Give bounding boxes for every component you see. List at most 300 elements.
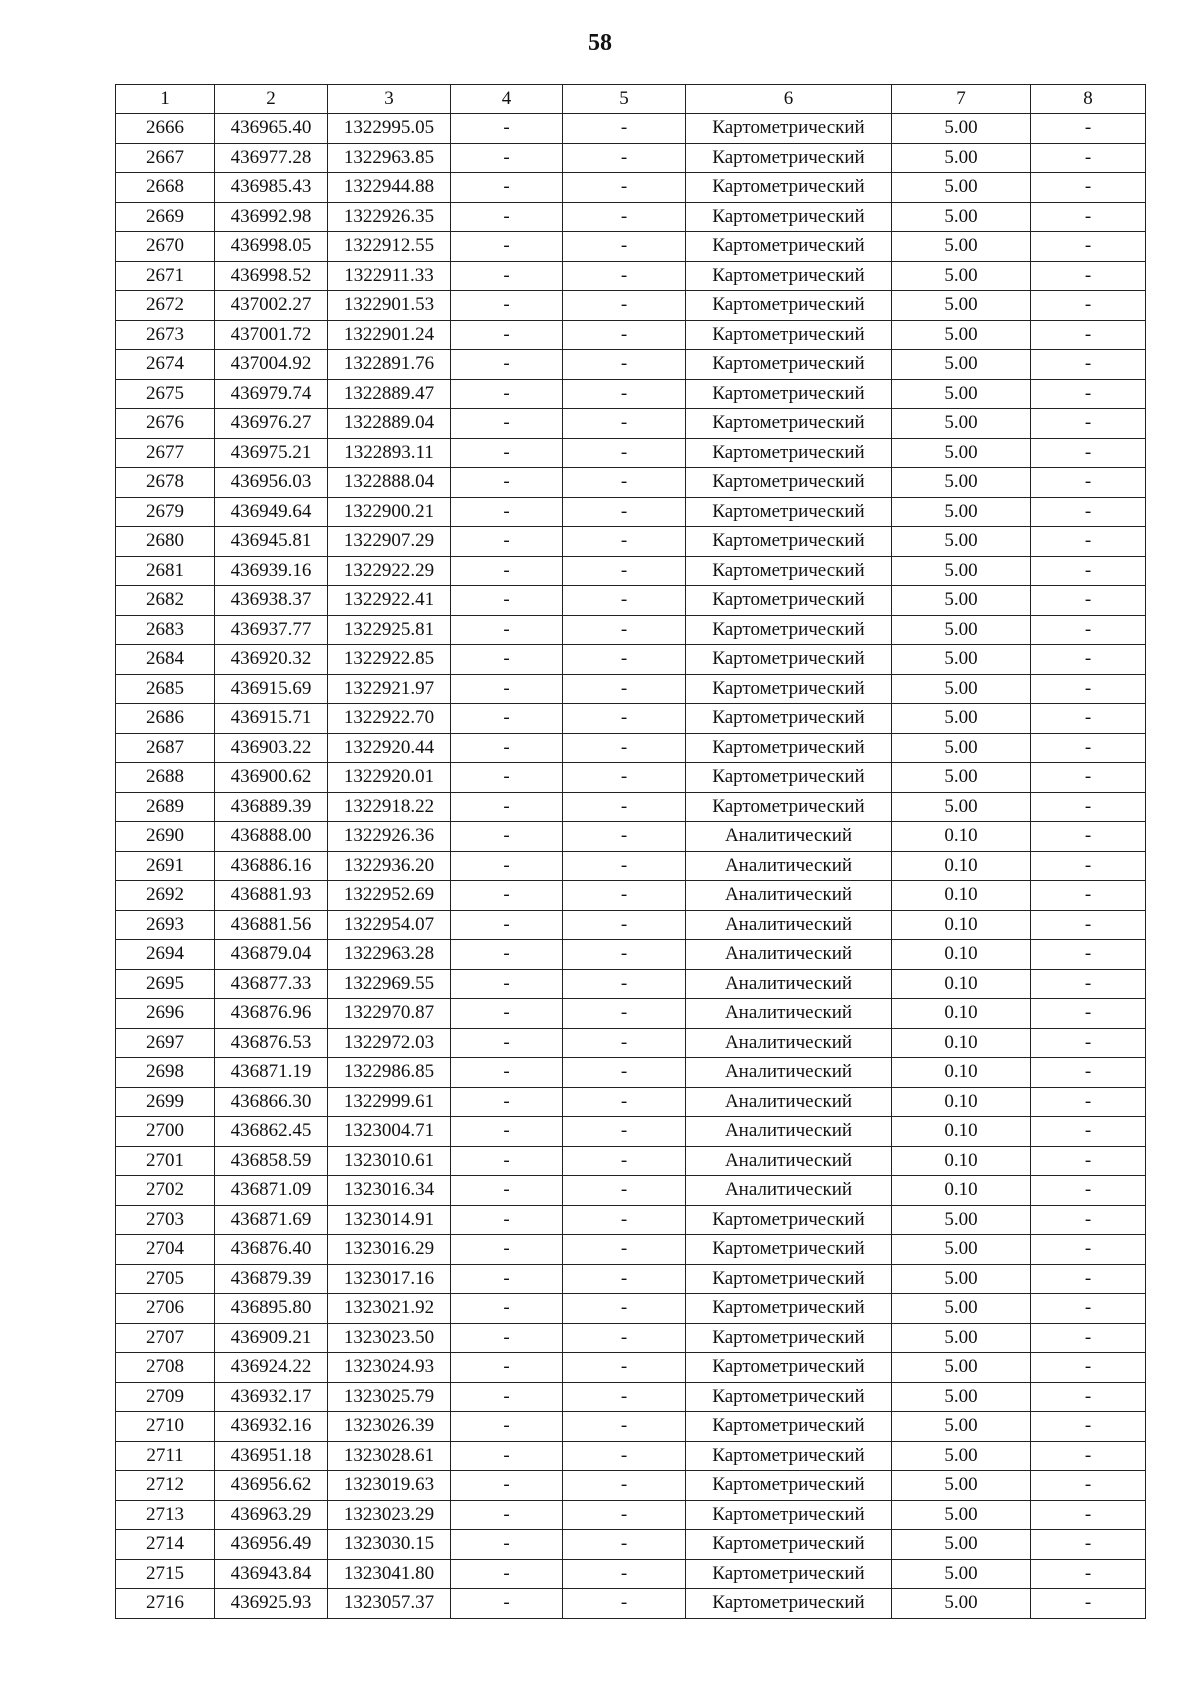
col5-cell: - bbox=[563, 1589, 686, 1619]
col5-cell: - bbox=[563, 940, 686, 970]
col5-cell: - bbox=[563, 556, 686, 586]
table-row bbox=[116, 881, 1146, 911]
accuracy-cell: 5.00 bbox=[892, 733, 1031, 763]
y-coordinate-cell: 1322963.28 bbox=[328, 940, 451, 970]
point-number-cell: 2700 bbox=[116, 1117, 215, 1147]
col5-cell: - bbox=[563, 1117, 686, 1147]
table-row bbox=[116, 1323, 1146, 1353]
y-coordinate-cell: 1322901.24 bbox=[328, 320, 451, 350]
accuracy-cell: 5.00 bbox=[892, 1500, 1031, 1530]
table-row bbox=[116, 1264, 1146, 1294]
table-row bbox=[116, 1530, 1146, 1560]
col4-cell: - bbox=[451, 1412, 563, 1442]
point-number-cell: 2673 bbox=[116, 320, 215, 350]
table-row bbox=[116, 1294, 1146, 1324]
col5-cell: - bbox=[563, 468, 686, 498]
point-number-cell: 2714 bbox=[116, 1530, 215, 1560]
x-coordinate-cell: 436862.45 bbox=[215, 1117, 328, 1147]
column-header: 2 bbox=[215, 85, 328, 114]
table-row bbox=[116, 999, 1146, 1029]
y-coordinate-cell: 1323014.91 bbox=[328, 1205, 451, 1235]
col4-cell: - bbox=[451, 438, 563, 468]
accuracy-cell: 5.00 bbox=[892, 114, 1031, 144]
point-number-cell: 2712 bbox=[116, 1471, 215, 1501]
col5-cell: - bbox=[563, 350, 686, 380]
y-coordinate-cell: 1322912.55 bbox=[328, 232, 451, 262]
col4-cell: - bbox=[451, 1235, 563, 1265]
col5-cell: - bbox=[563, 409, 686, 439]
y-coordinate-cell: 1322922.41 bbox=[328, 586, 451, 616]
accuracy-cell: 5.00 bbox=[892, 1412, 1031, 1442]
method-cell: Картометрический bbox=[686, 438, 892, 468]
method-cell: Картометрический bbox=[686, 232, 892, 262]
method-cell: Аналитический bbox=[686, 851, 892, 881]
col4-cell: - bbox=[451, 645, 563, 675]
y-coordinate-cell: 1323016.34 bbox=[328, 1176, 451, 1206]
table-row bbox=[116, 1146, 1146, 1176]
point-number-cell: 2693 bbox=[116, 910, 215, 940]
page-number: 58 bbox=[588, 30, 612, 56]
y-coordinate-cell: 1322963.85 bbox=[328, 143, 451, 173]
point-number-cell: 2687 bbox=[116, 733, 215, 763]
method-cell: Картометрический bbox=[686, 202, 892, 232]
col8-cell: - bbox=[1031, 1087, 1146, 1117]
col5-cell: - bbox=[563, 1323, 686, 1353]
col8-cell: - bbox=[1031, 143, 1146, 173]
point-number-cell: 2703 bbox=[116, 1205, 215, 1235]
accuracy-cell: 5.00 bbox=[892, 1294, 1031, 1324]
col5-cell: - bbox=[563, 379, 686, 409]
method-cell: Картометрический bbox=[686, 1530, 892, 1560]
col5-cell: - bbox=[563, 1500, 686, 1530]
x-coordinate-cell: 436889.39 bbox=[215, 792, 328, 822]
accuracy-cell: 0.10 bbox=[892, 1087, 1031, 1117]
col4-cell: - bbox=[451, 143, 563, 173]
y-coordinate-cell: 1322922.29 bbox=[328, 556, 451, 586]
y-coordinate-cell: 1322918.22 bbox=[328, 792, 451, 822]
col8-cell: - bbox=[1031, 999, 1146, 1029]
col4-cell: - bbox=[451, 291, 563, 321]
method-cell: Аналитический bbox=[686, 1087, 892, 1117]
col8-cell: - bbox=[1031, 1117, 1146, 1147]
accuracy-cell: 5.00 bbox=[892, 497, 1031, 527]
col4-cell: - bbox=[451, 1146, 563, 1176]
table-row bbox=[116, 940, 1146, 970]
method-cell: Картометрический bbox=[686, 1559, 892, 1589]
col4-cell: - bbox=[451, 704, 563, 734]
col8-cell: - bbox=[1031, 1382, 1146, 1412]
table-row bbox=[116, 1589, 1146, 1619]
col5-cell: - bbox=[563, 1264, 686, 1294]
y-coordinate-cell: 1322972.03 bbox=[328, 1028, 451, 1058]
method-cell: Картометрический bbox=[686, 1205, 892, 1235]
col4-cell: - bbox=[451, 1589, 563, 1619]
x-coordinate-cell: 436938.37 bbox=[215, 586, 328, 616]
accuracy-cell: 0.10 bbox=[892, 969, 1031, 999]
method-cell: Аналитический bbox=[686, 940, 892, 970]
col4-cell: - bbox=[451, 586, 563, 616]
y-coordinate-cell: 1322889.47 bbox=[328, 379, 451, 409]
col4-cell: - bbox=[451, 1441, 563, 1471]
y-coordinate-cell: 1323016.29 bbox=[328, 1235, 451, 1265]
method-cell: Картометрический bbox=[686, 173, 892, 203]
col4-cell: - bbox=[451, 379, 563, 409]
col8-cell: - bbox=[1031, 291, 1146, 321]
table-row bbox=[116, 497, 1146, 527]
x-coordinate-cell: 436888.00 bbox=[215, 822, 328, 852]
x-coordinate-cell: 436881.56 bbox=[215, 910, 328, 940]
method-cell: Картометрический bbox=[686, 1235, 892, 1265]
point-number-cell: 2708 bbox=[116, 1353, 215, 1383]
col4-cell: - bbox=[451, 1353, 563, 1383]
col8-cell: - bbox=[1031, 586, 1146, 616]
col8-cell: - bbox=[1031, 202, 1146, 232]
table-row bbox=[116, 586, 1146, 616]
col8-cell: - bbox=[1031, 1146, 1146, 1176]
col4-cell: - bbox=[451, 202, 563, 232]
method-cell: Картометрический bbox=[686, 674, 892, 704]
table-row bbox=[116, 910, 1146, 940]
point-number-cell: 2715 bbox=[116, 1559, 215, 1589]
col5-cell: - bbox=[563, 114, 686, 144]
y-coordinate-cell: 1322925.81 bbox=[328, 615, 451, 645]
accuracy-cell: 5.00 bbox=[892, 674, 1031, 704]
col5-cell: - bbox=[563, 1412, 686, 1442]
method-cell: Картометрический bbox=[686, 586, 892, 616]
y-coordinate-cell: 1322922.70 bbox=[328, 704, 451, 734]
col5-cell: - bbox=[563, 202, 686, 232]
x-coordinate-cell: 436977.28 bbox=[215, 143, 328, 173]
point-number-cell: 2701 bbox=[116, 1146, 215, 1176]
point-number-cell: 2683 bbox=[116, 615, 215, 645]
x-coordinate-cell: 436992.98 bbox=[215, 202, 328, 232]
col4-cell: - bbox=[451, 1176, 563, 1206]
point-number-cell: 2713 bbox=[116, 1500, 215, 1530]
col4-cell: - bbox=[451, 1559, 563, 1589]
x-coordinate-cell: 436915.71 bbox=[215, 704, 328, 734]
col4-cell: - bbox=[451, 556, 563, 586]
accuracy-cell: 5.00 bbox=[892, 202, 1031, 232]
table-row bbox=[116, 556, 1146, 586]
point-number-cell: 2680 bbox=[116, 527, 215, 557]
col5-cell: - bbox=[563, 527, 686, 557]
y-coordinate-cell: 1323025.79 bbox=[328, 1382, 451, 1412]
method-cell: Аналитический bbox=[686, 822, 892, 852]
col5-cell: - bbox=[563, 969, 686, 999]
table-row bbox=[116, 468, 1146, 498]
method-cell: Аналитический bbox=[686, 1028, 892, 1058]
method-cell: Картометрический bbox=[686, 114, 892, 144]
y-coordinate-cell: 1323023.29 bbox=[328, 1500, 451, 1530]
point-number-cell: 2691 bbox=[116, 851, 215, 881]
col8-cell: - bbox=[1031, 1471, 1146, 1501]
col5-cell: - bbox=[563, 173, 686, 203]
col8-cell: - bbox=[1031, 232, 1146, 262]
col4-cell: - bbox=[451, 350, 563, 380]
point-number-cell: 2689 bbox=[116, 792, 215, 822]
x-coordinate-cell: 436937.77 bbox=[215, 615, 328, 645]
col4-cell: - bbox=[451, 409, 563, 439]
col4-cell: - bbox=[451, 497, 563, 527]
col8-cell: - bbox=[1031, 822, 1146, 852]
table-row bbox=[116, 1559, 1146, 1589]
method-cell: Картометрический bbox=[686, 1323, 892, 1353]
x-coordinate-cell: 436925.93 bbox=[215, 1589, 328, 1619]
accuracy-cell: 5.00 bbox=[892, 704, 1031, 734]
y-coordinate-cell: 1322936.20 bbox=[328, 851, 451, 881]
table-row bbox=[116, 733, 1146, 763]
x-coordinate-cell: 436876.96 bbox=[215, 999, 328, 1029]
accuracy-cell: 0.10 bbox=[892, 940, 1031, 970]
col4-cell: - bbox=[451, 261, 563, 291]
accuracy-cell: 0.10 bbox=[892, 822, 1031, 852]
col8-cell: - bbox=[1031, 1500, 1146, 1530]
method-cell: Картометрический bbox=[686, 704, 892, 734]
col5-cell: - bbox=[563, 1087, 686, 1117]
x-coordinate-cell: 437001.72 bbox=[215, 320, 328, 350]
x-coordinate-cell: 436876.40 bbox=[215, 1235, 328, 1265]
accuracy-cell: 5.00 bbox=[892, 320, 1031, 350]
method-cell: Аналитический bbox=[686, 1117, 892, 1147]
accuracy-cell: 5.00 bbox=[892, 438, 1031, 468]
y-coordinate-cell: 1323026.39 bbox=[328, 1412, 451, 1442]
col8-cell: - bbox=[1031, 1235, 1146, 1265]
method-cell: Картометрический bbox=[686, 763, 892, 793]
col4-cell: - bbox=[451, 851, 563, 881]
col8-cell: - bbox=[1031, 792, 1146, 822]
method-cell: Картометрический bbox=[686, 1589, 892, 1619]
method-cell: Картометрический bbox=[686, 261, 892, 291]
x-coordinate-cell: 436932.17 bbox=[215, 1382, 328, 1412]
point-number-cell: 2705 bbox=[116, 1264, 215, 1294]
col8-cell: - bbox=[1031, 645, 1146, 675]
table-row bbox=[116, 969, 1146, 999]
col8-cell: - bbox=[1031, 497, 1146, 527]
col5-cell: - bbox=[563, 704, 686, 734]
x-coordinate-cell: 436949.64 bbox=[215, 497, 328, 527]
table-row bbox=[116, 1353, 1146, 1383]
column-header: 7 bbox=[892, 85, 1031, 114]
accuracy-cell: 5.00 bbox=[892, 1353, 1031, 1383]
y-coordinate-cell: 1323030.15 bbox=[328, 1530, 451, 1560]
accuracy-cell: 5.00 bbox=[892, 586, 1031, 616]
point-number-cell: 2670 bbox=[116, 232, 215, 262]
col5-cell: - bbox=[563, 1058, 686, 1088]
y-coordinate-cell: 1322952.69 bbox=[328, 881, 451, 911]
method-cell: Картометрический bbox=[686, 792, 892, 822]
method-cell: Аналитический bbox=[686, 881, 892, 911]
col4-cell: - bbox=[451, 969, 563, 999]
point-number-cell: 2668 bbox=[116, 173, 215, 203]
table-row bbox=[116, 1235, 1146, 1265]
point-number-cell: 2707 bbox=[116, 1323, 215, 1353]
method-cell: Картометрический bbox=[686, 1441, 892, 1471]
table-row bbox=[116, 114, 1146, 144]
accuracy-cell: 0.10 bbox=[892, 1146, 1031, 1176]
point-number-cell: 2681 bbox=[116, 556, 215, 586]
y-coordinate-cell: 1322926.35 bbox=[328, 202, 451, 232]
point-number-cell: 2682 bbox=[116, 586, 215, 616]
col8-cell: - bbox=[1031, 881, 1146, 911]
col5-cell: - bbox=[563, 261, 686, 291]
x-coordinate-cell: 436943.84 bbox=[215, 1559, 328, 1589]
col5-cell: - bbox=[563, 1382, 686, 1412]
col4-cell: - bbox=[451, 1087, 563, 1117]
table-row bbox=[116, 409, 1146, 439]
col8-cell: - bbox=[1031, 114, 1146, 144]
col4-cell: - bbox=[451, 1028, 563, 1058]
col4-cell: - bbox=[451, 763, 563, 793]
col8-cell: - bbox=[1031, 350, 1146, 380]
point-number-cell: 2698 bbox=[116, 1058, 215, 1088]
col8-cell: - bbox=[1031, 320, 1146, 350]
col4-cell: - bbox=[451, 1205, 563, 1235]
col5-cell: - bbox=[563, 1205, 686, 1235]
method-cell: Картометрический bbox=[686, 468, 892, 498]
col8-cell: - bbox=[1031, 615, 1146, 645]
accuracy-cell: 5.00 bbox=[892, 232, 1031, 262]
x-coordinate-cell: 436924.22 bbox=[215, 1353, 328, 1383]
column-header: 3 bbox=[328, 85, 451, 114]
y-coordinate-cell: 1323057.37 bbox=[328, 1589, 451, 1619]
column-header: 4 bbox=[451, 85, 563, 114]
accuracy-cell: 5.00 bbox=[892, 291, 1031, 321]
accuracy-cell: 5.00 bbox=[892, 409, 1031, 439]
x-coordinate-cell: 436963.29 bbox=[215, 1500, 328, 1530]
point-number-cell: 2684 bbox=[116, 645, 215, 675]
point-number-cell: 2678 bbox=[116, 468, 215, 498]
method-cell: Картометрический bbox=[686, 320, 892, 350]
x-coordinate-cell: 436877.33 bbox=[215, 969, 328, 999]
accuracy-cell: 5.00 bbox=[892, 143, 1031, 173]
x-coordinate-cell: 436879.04 bbox=[215, 940, 328, 970]
col8-cell: - bbox=[1031, 910, 1146, 940]
accuracy-cell: 5.00 bbox=[892, 645, 1031, 675]
point-number-cell: 2671 bbox=[116, 261, 215, 291]
y-coordinate-cell: 1322999.61 bbox=[328, 1087, 451, 1117]
x-coordinate-cell: 436866.30 bbox=[215, 1087, 328, 1117]
point-number-cell: 2709 bbox=[116, 1382, 215, 1412]
point-number-cell: 2696 bbox=[116, 999, 215, 1029]
col5-cell: - bbox=[563, 438, 686, 468]
col8-cell: - bbox=[1031, 261, 1146, 291]
col8-cell: - bbox=[1031, 733, 1146, 763]
col5-cell: - bbox=[563, 792, 686, 822]
method-cell: Аналитический bbox=[686, 1176, 892, 1206]
col5-cell: - bbox=[563, 1530, 686, 1560]
col8-cell: - bbox=[1031, 1559, 1146, 1589]
point-number-cell: 2697 bbox=[116, 1028, 215, 1058]
col4-cell: - bbox=[451, 1471, 563, 1501]
col5-cell: - bbox=[563, 615, 686, 645]
x-coordinate-cell: 437002.27 bbox=[215, 291, 328, 321]
col4-cell: - bbox=[451, 999, 563, 1029]
point-number-cell: 2692 bbox=[116, 881, 215, 911]
point-number-cell: 2679 bbox=[116, 497, 215, 527]
table-row bbox=[116, 792, 1146, 822]
table-row bbox=[116, 851, 1146, 881]
col8-cell: - bbox=[1031, 1294, 1146, 1324]
y-coordinate-cell: 1322920.01 bbox=[328, 763, 451, 793]
col8-cell: - bbox=[1031, 379, 1146, 409]
x-coordinate-cell: 436956.62 bbox=[215, 1471, 328, 1501]
col8-cell: - bbox=[1031, 763, 1146, 793]
point-number-cell: 2716 bbox=[116, 1589, 215, 1619]
method-cell: Картометрический bbox=[686, 556, 892, 586]
method-cell: Аналитический bbox=[686, 910, 892, 940]
x-coordinate-cell: 436956.03 bbox=[215, 468, 328, 498]
y-coordinate-cell: 1323021.92 bbox=[328, 1294, 451, 1324]
accuracy-cell: 0.10 bbox=[892, 999, 1031, 1029]
col4-cell: - bbox=[451, 232, 563, 262]
method-cell: Картометрический bbox=[686, 497, 892, 527]
col8-cell: - bbox=[1031, 674, 1146, 704]
table-row bbox=[116, 350, 1146, 380]
table-row bbox=[116, 1117, 1146, 1147]
accuracy-cell: 0.10 bbox=[892, 1058, 1031, 1088]
col8-cell: - bbox=[1031, 1264, 1146, 1294]
col4-cell: - bbox=[451, 320, 563, 350]
x-coordinate-cell: 436985.43 bbox=[215, 173, 328, 203]
col8-cell: - bbox=[1031, 1353, 1146, 1383]
accuracy-cell: 5.00 bbox=[892, 1559, 1031, 1589]
col5-cell: - bbox=[563, 1146, 686, 1176]
table-row bbox=[116, 438, 1146, 468]
table-row bbox=[116, 1087, 1146, 1117]
x-coordinate-cell: 436909.21 bbox=[215, 1323, 328, 1353]
point-number-cell: 2666 bbox=[116, 114, 215, 144]
y-coordinate-cell: 1322920.44 bbox=[328, 733, 451, 763]
col4-cell: - bbox=[451, 792, 563, 822]
x-coordinate-cell: 436871.19 bbox=[215, 1058, 328, 1088]
col8-cell: - bbox=[1031, 1412, 1146, 1442]
col4-cell: - bbox=[451, 1500, 563, 1530]
table-row bbox=[116, 202, 1146, 232]
x-coordinate-cell: 436858.59 bbox=[215, 1146, 328, 1176]
col4-cell: - bbox=[451, 881, 563, 911]
col4-cell: - bbox=[451, 468, 563, 498]
accuracy-cell: 5.00 bbox=[892, 792, 1031, 822]
header-row bbox=[116, 85, 1146, 114]
x-coordinate-cell: 436920.32 bbox=[215, 645, 328, 675]
method-cell: Картометрический bbox=[686, 1500, 892, 1530]
point-number-cell: 2695 bbox=[116, 969, 215, 999]
accuracy-cell: 5.00 bbox=[892, 1441, 1031, 1471]
y-coordinate-cell: 1323019.63 bbox=[328, 1471, 451, 1501]
x-coordinate-cell: 436871.69 bbox=[215, 1205, 328, 1235]
method-cell: Картометрический bbox=[686, 379, 892, 409]
x-coordinate-cell: 436945.81 bbox=[215, 527, 328, 557]
coordinates-table bbox=[115, 84, 1146, 1619]
column-header: 1 bbox=[116, 85, 215, 114]
accuracy-cell: 5.00 bbox=[892, 615, 1031, 645]
x-coordinate-cell: 436998.05 bbox=[215, 232, 328, 262]
table-row bbox=[116, 1500, 1146, 1530]
table-row bbox=[116, 704, 1146, 734]
col4-cell: - bbox=[451, 1323, 563, 1353]
accuracy-cell: 5.00 bbox=[892, 1530, 1031, 1560]
col4-cell: - bbox=[451, 733, 563, 763]
y-coordinate-cell: 1322922.85 bbox=[328, 645, 451, 675]
table-row bbox=[116, 1028, 1146, 1058]
table-body bbox=[116, 114, 1146, 1619]
col8-cell: - bbox=[1031, 527, 1146, 557]
column-header: 8 bbox=[1031, 85, 1146, 114]
col4-cell: - bbox=[451, 1117, 563, 1147]
accuracy-cell: 0.10 bbox=[892, 1028, 1031, 1058]
y-coordinate-cell: 1322891.76 bbox=[328, 350, 451, 380]
method-cell: Картометрический bbox=[686, 1412, 892, 1442]
